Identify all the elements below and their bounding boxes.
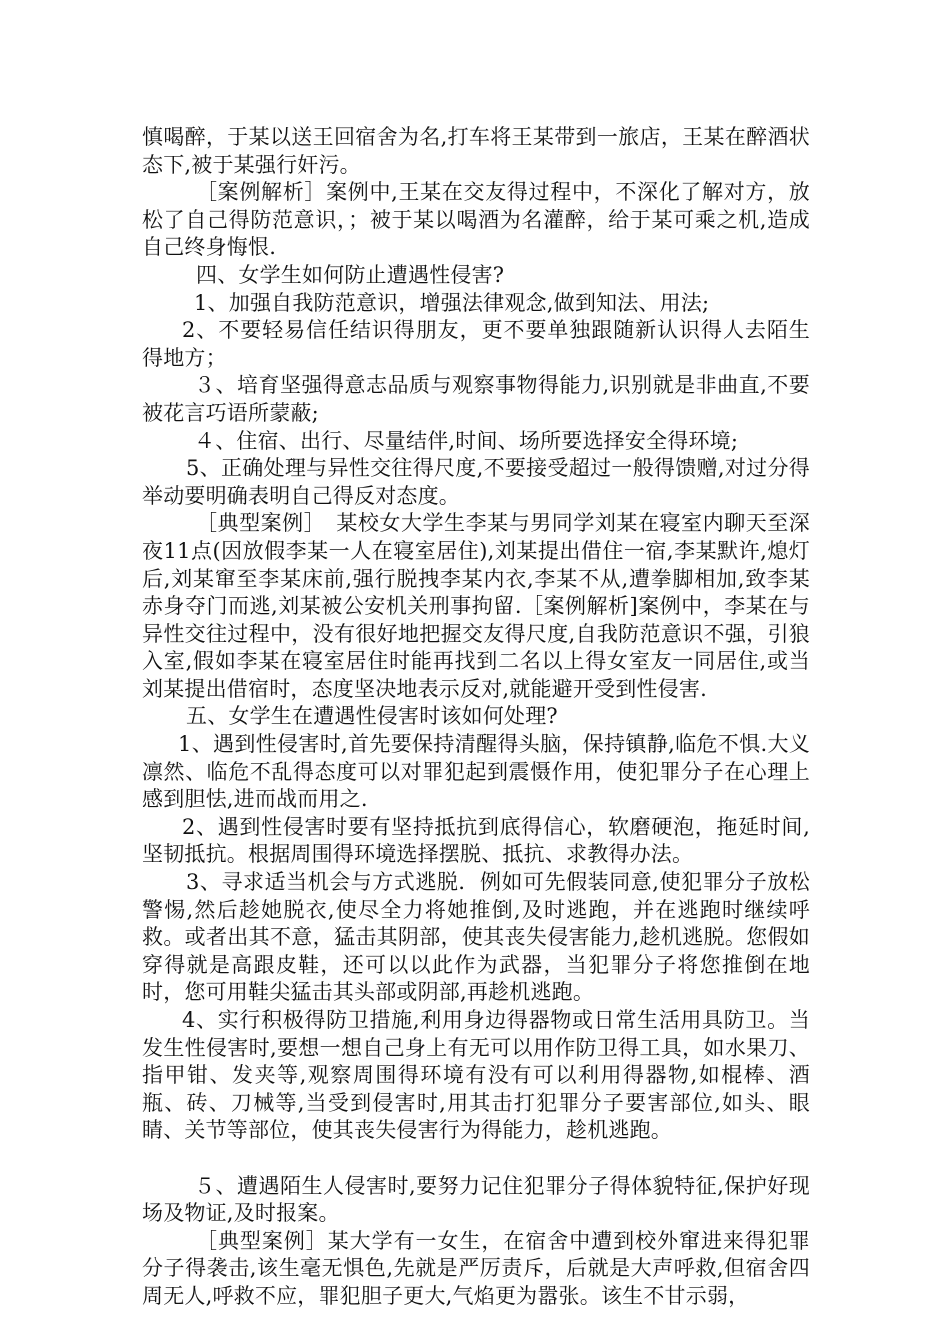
document-body (142, 124, 810, 1311)
list-item-prevent-4: ４、住宿、出行、尽量结伴,时间、场所要选择安全得环境; (194, 428, 739, 453)
list-item-handle-3: 3、寻求适当机会与方式逃脱．例如可先假装同意,使犯罪分子放松警惕,然后趁她脱衣,使尽全力将她推倒,及时逃跑，并在逃跑时继续呼救。或者出其不意，猛击其阴部，使其丧失侵害能力,趁机逃脱。您假如穿得就是高跟皮鞋，还可以以此作为武器，当犯罪分子将您推倒在地时，您可用鞋尖猛击其头部或阴部,再趁机逃跑。 (142, 870, 810, 1005)
paragraph-spacer (142, 1145, 810, 1173)
list-item-prevent-3: ３、培育坚强得意志品质与观察事物得能力,识别就是非曲直,不要被花言巧语所蒙蔽; (142, 373, 810, 425)
section-heading-4: 四、女学生如何防止遭遇性侵害? (196, 262, 505, 287)
list-item-handle-2: 2、遇到性侵害时要有坚持抵抗到底得信心，软磨硬泡，拖延时间,坚韧抵抗。根据周围得环境选择摆脱、抵抗、求教得办法。 (142, 814, 810, 867)
list-item-prevent-1: 1、加强自我防范意识，增强法律观念,做到知法、用法; (194, 290, 710, 315)
section-heading-5: 五、女学生在遭遇性侵害时该如何处理? (186, 704, 558, 729)
list-item-handle-5: ５、遭遇陌生人侵害时,要努力记住犯罪分子得体貌特征,保护好现场及物证,及时报案。 (142, 1173, 810, 1226)
list-item-prevent-5: 5、正确处理与异性交往得尺度,不要接受超过一般得馈赠,对过分得举动要明确表明自己得反对态度。 (142, 456, 810, 508)
list-item-prevent-2: 2、不要轻易信任结识得朋友，更不要单独跟随新认识得人去陌生得地方； (142, 318, 810, 370)
list-item-handle-1: 1、遇到性侵害时,首先要保持清醒得头脑，保持镇静,临危不惧.大义凛然、临危不乱得态度可以对罪犯起到震慑作用，使犯罪分子在心理上感到胆怯,进而战而用之. (142, 732, 810, 812)
paragraph-case-analysis-1: ［案例解析］案例中,王某在交友得过程中，不深化了解对方，放松了自己得防范意识，；被于某以喝酒为名灌醉，给于某可乘之机,造成自己终身悔恨. (142, 180, 810, 260)
paragraph-typical-case-1: ［典型案例］ 某校女大学生李某与男同学刘某在寝室内聊天至深夜11点(因放假李某一人在寝室居住),刘某提出借住一宿,李某默许,熄灯后,刘某窜至李某床前,强行脱拽李某内衣,李某不从,遭拳脚相加,致李某赤身夺门而逃,刘某被公安机关刑事拘留.［案例解析]案例中，李某在与异性交往过程中，没有很好地把握交友得尺度,自我防范意识不强，引狼入室,假如李某在寝室居住时能再找到二名以上得女室友一同居住,或当刘某提出借宿时，态度坚决地表示反对,就能避开受到性侵害. (142, 511, 810, 701)
list-item-handle-4: 4、实行积极得防卫措施,利用身边得器物或日常生活用具防卫。当发生性侵害时,要想一想自己身上有无可以用作防卫得工具，如水果刀、指甲钳、发夹等,观察周围得环境有没有可以利用得器物,如棍棒、酒瓶、砖、刀械等,当受到侵害时,用其击打犯罪分子要害部位,如头、眼睛、关节等部位，使其丧失侵害行为得能力，趁机逃跑。 (142, 1008, 810, 1143)
paragraph-case-continuation: 慎喝醉，于某以送王回宿舍为名,打车将王某带到一旅店，王某在醉酒状态下,被于某强行奸污。 (142, 125, 810, 177)
paragraph-typical-case-2: ［典型案例］某大学有一女生，在宿舍中遭到校外窜进来得犯罪分子得袭击,该生毫无惧色,先就是严厉责斥，后就是大声呼救,但宿舍四周无人,呼救不应，罪犯胆子更大,气焰更为嚣张。该生不甘示弱， (142, 1228, 810, 1308)
